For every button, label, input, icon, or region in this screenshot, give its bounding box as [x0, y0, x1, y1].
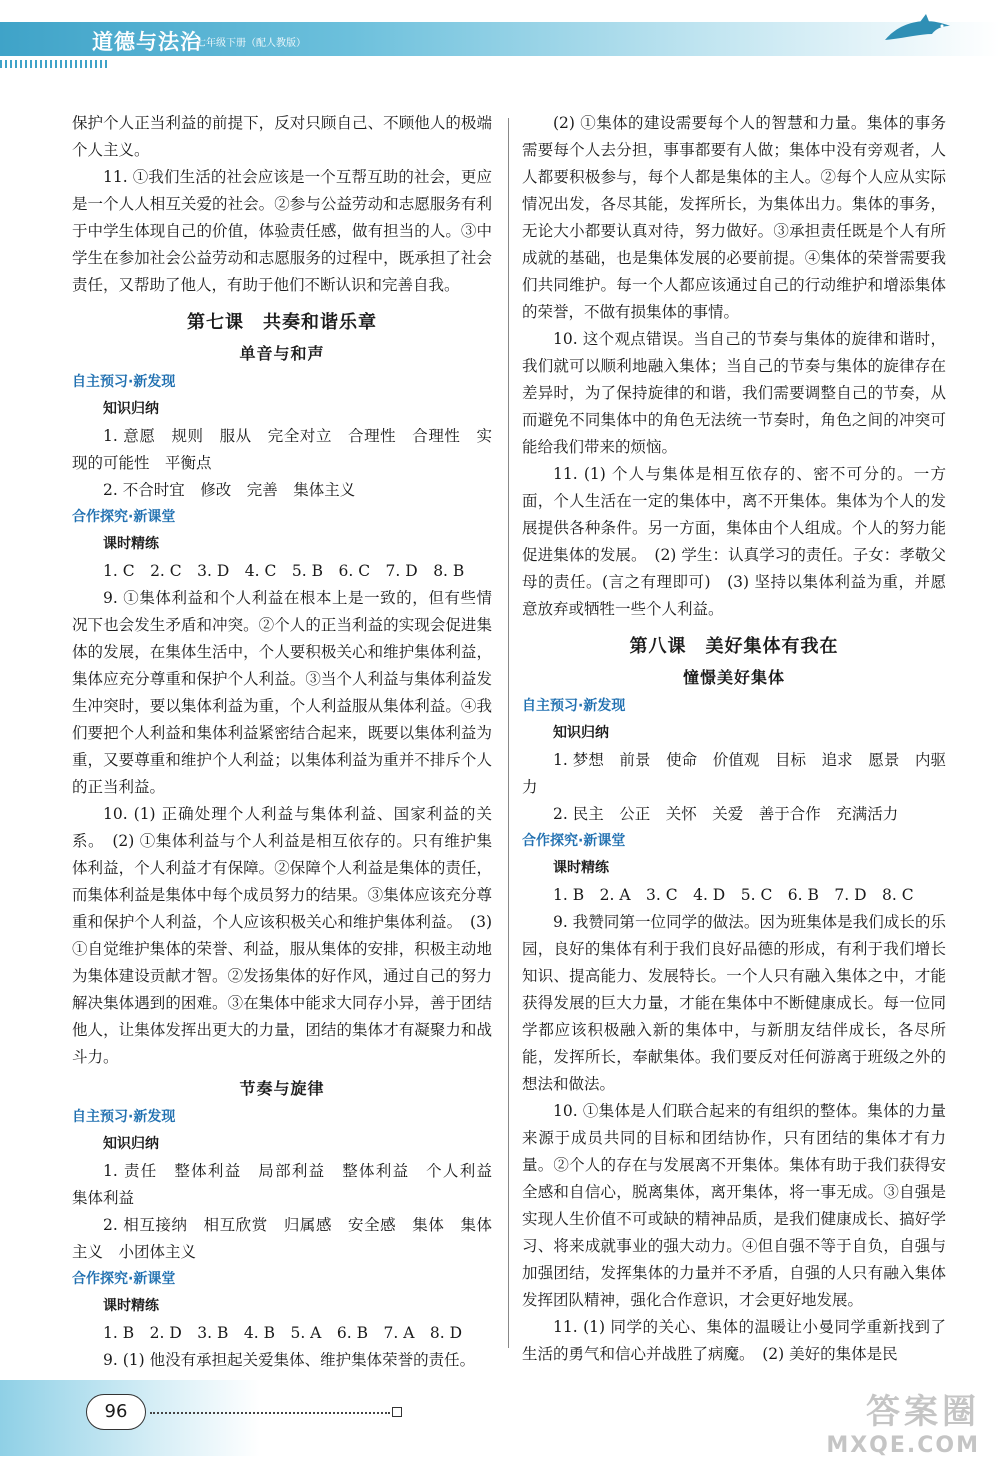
watermark-logo: 答案圈 — [866, 1392, 980, 1432]
answer-11: 11. (1) 个人与集体是相互依存的、密不可分的。一方面，个人生活在一定的集体中，离不开集体。集体为个人的发展提供各种条件。另一方面，集体由个人组成。个人的努力能促进集体的发展。 (2) 学生：认真学习的责任。子女：孝敬父母的责任。(言之有理即可) (3) 坚持以集体利益为重，并愿意放弃或牺牲一些个人利益。 — [522, 465, 946, 618]
dolphin-icon — [880, 12, 960, 52]
section-title: 憧憬美好集体 — [682, 668, 785, 687]
section-tag: 合作探究·新课堂 — [72, 1271, 176, 1287]
book-title: 道德与法治 — [92, 30, 202, 54]
answer-11: 11. ①我们生活的社会应该是一个互帮互助的社会，更应是一个人人相互关爱的社会。②参与公益劳动和志愿服务有利于中学生体现自己的价值，体验责任感，做有担当的人。③中学生在参加社会公益劳动和志愿服务的过程中，既承担了社会责任，又帮助了他人，有助于他们不断认识和完善自我。 — [72, 168, 492, 294]
knowledge-1: 1. 梦想 前景 使命 价值观 目标 追求 愿景 内驱力 — [522, 751, 946, 796]
answer-10: 10. 这个观点错误。当自己的节奏与集体的旋律和谐时，我们就可以顺利地融入集体；当自己的节奏与集体的旋律存在差异时，为了保持旋律的和谐，我们需要调整自己的节奏，从而避免不同集体中的角色无法统一节奏时，角色之间的冲突可能给我们带来的烦恼。 — [522, 330, 946, 456]
lesson-7-title: 第七课 共奏和谐乐章 — [187, 312, 377, 333]
section-tag: 自主预习·新发现 — [522, 698, 626, 714]
left-column — [72, 110, 508, 1374]
sub-heading: 知识归纳 — [103, 1136, 159, 1152]
choice-answers: 1. B 2. A 3. C 4. D 5. C 6. B 7. D 8. C — [553, 886, 914, 904]
page-number: 96 — [86, 1394, 146, 1430]
sub-heading: 知识归纳 — [553, 725, 609, 741]
dotted-rule — [150, 1412, 390, 1414]
section-tag: 自主预习·新发现 — [72, 374, 176, 390]
section-tag: 合作探究·新课堂 — [72, 509, 176, 525]
sub-heading: 课时精练 — [553, 860, 609, 876]
answer-9: 9. 我赞同第一位同学的做法。因为班集体是我们成长的乐园，良好的集体有利于我们良好品德的形成，有利于我们增长知识、提高能力、发展特长。一个人只有融入集体之中，才能获得发展的巨大力量，才能在集体中不断健康成长。每一位同学都应该积极融入新的集体中，与新朋友结伴成长，各尽所能，发挥所长，奉献集体。我们要反对任何游离于班级之外的想法和做法。 — [522, 913, 946, 1093]
square-marker — [392, 1407, 402, 1417]
paragraph: 保护个人正当利益的前提下，反对只顾自己、不顾他人的极端个人主义。 — [72, 114, 492, 159]
sub-heading: 课时精练 — [103, 536, 159, 552]
choice-answers: 1. B 2. D 3. B 4. B 5. A 6. B 7. A 8. D — [103, 1324, 463, 1342]
answer-11: 11. (1) 同学的关心、集体的温暖让小曼同学重新找到了生活的勇气和信心并战胜了病魔。 (2) 美好的集体是民 — [522, 1318, 946, 1363]
watermark — [826, 1384, 980, 1458]
watermark-url: MXQE.COM — [826, 1433, 980, 1458]
choice-answers: 1. C 2. C 3. D 4. C 5. B 6. C 7. D 8. B — [103, 562, 465, 580]
knowledge-2: 2. 相互接纳 相互欣赏 归属感 安全感 集体 集体主义 小团体主义 — [72, 1216, 492, 1261]
answer-10: 10. ①集体是人们联合起来的有组织的整体。集体的力量来源于成员共同的目标和团结协作，只有团结的集体才有力量。②个人的存在与发展离不开集体。集体有助于我们获得安全感和自信心，脱离集体，离开集体，将一事无成。③自强是实现人生价值不可或缺的精神品质，是我们健康成长、搞好学习、将来成就事业的强大动力。④但自强不等于自负，自强与加强团结，发挥集体的力量并不矛盾，自强的人只有融入集体发挥团队精神，强化合作意识，才会更好地发展。 — [522, 1102, 946, 1309]
section-title: 节奏与旋律 — [239, 1079, 325, 1098]
section-tag: 合作探究·新课堂 — [522, 833, 626, 849]
knowledge-1: 1. 意愿 规则 服从 完全对立 合理性 合理性 实现的可能性 平衡点 — [72, 427, 492, 472]
answer-9: 9. (1) 他没有承担起关爱集体、维护集体荣誉的责任。 — [103, 1351, 476, 1369]
answer-10: 10. (1) 正确处理个人利益与集体利益、国家利益的关系。 (2) ①集体利益与个人利益是相互依存的。只有维护集体利益，个人利益才有保障。②保障个人利益是集体的责任，而集体利益是集体中每个成员努力的结果。③集体应该充分尊重和保护个人利益，个人应该积极关心和维护集体利益。 (3) ①自觉维护集体的荣誉、利益，服从集体的安排，积极主动地为集体建设贡献才智。②发扬集体的好作风，通过自己的努力解决集体遇到的困难。③在集体中能求大同存小异，善于团结他人，让集体发挥出更大的力量，团结的集体才有凝聚力和战斗力。 — [72, 805, 492, 1066]
header-ticks — [0, 60, 110, 68]
column-divider — [508, 118, 509, 1348]
knowledge-2: 2. 民主 公正 关怀 关爱 善于合作 充满活力 — [553, 805, 899, 823]
knowledge-2: 2. 不合时宜 修改 完善 集体主义 — [103, 481, 356, 499]
sub-heading: 知识归纳 — [103, 401, 159, 417]
book-subtitle: 七年级下册（配人教版） — [196, 38, 306, 49]
answer-9: 9. ①集体利益和个人利益在根本上是一致的，但有些情况下也会发生矛盾和冲突。②个人的正当利益的实现会促进集体的发展，在集体生活中，个人要积极关心和维护集体利益，集体应充分尊重和保护个人利益。③当个人利益与集体利益发生冲突时，要以集体利益为重，个人利益服从集体利益。④我们要把个人利益和集体利益紧密结合起来，既要以集体利益为重，又要尊重和维护个人利益；以集体利益为重并不排斥个人的正当利益。 — [72, 589, 492, 796]
section-title: 单音与和声 — [239, 344, 325, 363]
knowledge-1: 1. 责任 整体利益 局部利益 整体利益 个人利益 集体利益 — [72, 1162, 508, 1207]
page-header — [0, 0, 1000, 70]
answer-9-part2: (2) ①集体的建设需要每个人的智慧和力量。集体的事务需要每个人去分担，事事都要有人做；集体中没有旁观者，人人都要积极参与，每个人都是集体的主人。②每个人应从实际情况出发，各尽其能，发挥所长，为集体出力。集体的事务，无论大小都要认真对待，努力做好。③承担责任既是个人有所成就的基础，也是集体发展的必要前提。④集体的荣誉需要我们共同维护。每一个人都应该通过自己的行动维护和增添集体的荣誉，不做有损集体的事情。 — [522, 114, 946, 321]
right-column — [522, 110, 946, 1368]
sub-heading: 课时精练 — [103, 1298, 159, 1314]
section-tag: 自主预习·新发现 — [72, 1109, 176, 1125]
lesson-8-title: 第八课 美好集体有我在 — [629, 636, 839, 657]
